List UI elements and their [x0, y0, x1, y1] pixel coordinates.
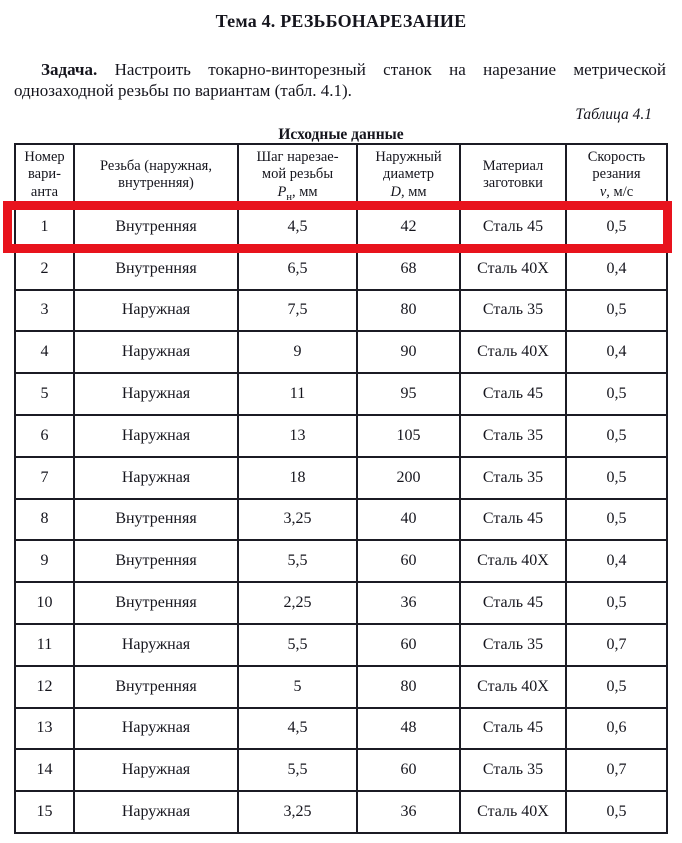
- table-row: [15, 248, 667, 290]
- table-row: [15, 499, 667, 541]
- cell-cutting-speed: 0,5: [566, 582, 667, 624]
- cell-thread-pitch: 3,25: [238, 791, 357, 833]
- cell-variant-number: 12: [15, 666, 74, 708]
- table-row: [15, 331, 667, 373]
- cell-thread-pitch: 9: [238, 331, 357, 373]
- header-row: [15, 144, 667, 206]
- symbol-P: P: [277, 183, 287, 200]
- cell-thread-pitch: 11: [238, 373, 357, 415]
- cell-material: Сталь 45: [460, 499, 566, 541]
- header-line: заготовки: [483, 175, 543, 191]
- header-line: вари-: [28, 166, 61, 183]
- header-formula-pitch: [239, 184, 356, 202]
- cell-outer-diameter: 80: [357, 290, 460, 332]
- cell-variant-number: 2: [15, 248, 74, 290]
- cell-cutting-speed: 0,5: [566, 666, 667, 708]
- cell-thread-type: Наружная: [74, 791, 238, 833]
- cell-variant-number: 9: [15, 540, 74, 582]
- table-row: [15, 791, 667, 833]
- symbol-D: D: [390, 183, 401, 200]
- cell-material: Сталь 35: [460, 290, 566, 332]
- cell-cutting-speed: 0,4: [566, 248, 667, 290]
- cell-thread-type: Внутренняя: [74, 499, 238, 541]
- cell-cutting-speed: 0,4: [566, 540, 667, 582]
- cell-outer-diameter: 60: [357, 749, 460, 791]
- cell-thread-type: Внутренняя: [74, 206, 238, 248]
- cell-outer-diameter: 36: [357, 791, 460, 833]
- cell-cutting-speed: 0,5: [566, 457, 667, 499]
- cell-variant-number: 4: [15, 331, 74, 373]
- cell-thread-pitch: 2,25: [238, 582, 357, 624]
- cell-variant-number: 10: [15, 582, 74, 624]
- header-line: Материал: [482, 157, 544, 174]
- cell-thread-type: Внутренняя: [74, 248, 238, 290]
- cell-material: Сталь 35: [460, 457, 566, 499]
- cell-thread-type: Внутренняя: [74, 582, 238, 624]
- cell-cutting-speed: 0,5: [566, 373, 667, 415]
- cell-material: Сталь 40Х: [460, 791, 566, 833]
- cell-thread-type: Внутренняя: [74, 540, 238, 582]
- header-formula-speed: [567, 184, 666, 202]
- header-line: внутренняя): [118, 175, 194, 191]
- col-header-outer-diameter: [357, 144, 460, 206]
- cell-thread-pitch: 5,5: [238, 749, 357, 791]
- col-header-thread-pitch: [238, 144, 357, 206]
- table-row: [15, 373, 667, 415]
- table-row: [15, 749, 667, 791]
- col-header-cutting-speed: [566, 144, 667, 206]
- cell-thread-pitch: 5,5: [238, 624, 357, 666]
- cell-cutting-speed: 0,5: [566, 499, 667, 541]
- table-row: [15, 708, 667, 750]
- cell-outer-diameter: 40: [357, 499, 460, 541]
- table-row: [15, 666, 667, 708]
- header-formula-diameter: [358, 184, 459, 202]
- page-title: Тема 4. РЕЗЬБОНАРЕЗАНИЕ: [215, 11, 467, 31]
- cell-variant-number: 7: [15, 457, 74, 499]
- cell-cutting-speed: 0,5: [566, 290, 667, 332]
- cell-thread-pitch: 4,5: [238, 708, 357, 750]
- header-line: диаметр: [383, 166, 434, 183]
- cell-material: Сталь 45: [460, 582, 566, 624]
- cell-thread-type: Наружная: [74, 415, 238, 457]
- cell-material: Сталь 40Х: [460, 666, 566, 708]
- cell-thread-type: Наружная: [74, 373, 238, 415]
- header-line: Шаг нарезае-: [256, 148, 339, 165]
- data-table-wrapper: [14, 143, 668, 834]
- cell-cutting-speed: 0,5: [566, 206, 667, 248]
- cell-variant-number: 3: [15, 290, 74, 332]
- table-row: [15, 624, 667, 666]
- cell-thread-pitch: 3,25: [238, 499, 357, 541]
- table-row: [15, 206, 667, 248]
- cell-outer-diameter: 60: [357, 624, 460, 666]
- cell-thread-type: Наружная: [74, 457, 238, 499]
- header-line: Скорость: [587, 148, 646, 165]
- table-row: [15, 457, 667, 499]
- cell-thread-type: Наружная: [74, 624, 238, 666]
- cell-thread-type: Наружная: [74, 708, 238, 750]
- header-line: Резьба (наружная,: [100, 157, 212, 174]
- cell-material: Сталь 35: [460, 415, 566, 457]
- cell-cutting-speed: 0,5: [566, 791, 667, 833]
- col-header-thread-type: [74, 144, 238, 206]
- table-row: [15, 415, 667, 457]
- cell-cutting-speed: 0,4: [566, 331, 667, 373]
- header-line: анта: [30, 183, 59, 200]
- cell-thread-type: Внутренняя: [74, 666, 238, 708]
- data-table: [14, 143, 668, 834]
- cell-cutting-speed: 0,7: [566, 624, 667, 666]
- cell-material: Сталь 40Х: [460, 248, 566, 290]
- header-line: мой резьбы: [261, 166, 334, 183]
- cell-thread-pitch: 5: [238, 666, 357, 708]
- cell-cutting-speed: 0,6: [566, 708, 667, 750]
- cell-thread-pitch: 5,5: [238, 540, 357, 582]
- cell-material: Сталь 45: [460, 708, 566, 750]
- cell-outer-diameter: 80: [357, 666, 460, 708]
- symbol-P-subscript: н: [286, 191, 292, 203]
- cell-outer-diameter: 48: [357, 708, 460, 750]
- cell-cutting-speed: 0,5: [566, 415, 667, 457]
- cell-thread-pitch: 6,5: [238, 248, 357, 290]
- cell-variant-number: 1: [15, 206, 74, 248]
- cell-material: Сталь 35: [460, 749, 566, 791]
- cell-variant-number: 6: [15, 415, 74, 457]
- cell-thread-pitch: 7,5: [238, 290, 357, 332]
- task-paragraph: [14, 59, 666, 101]
- cell-variant-number: 14: [15, 749, 74, 791]
- cell-material: Сталь 45: [460, 206, 566, 248]
- cell-material: Сталь 35: [460, 624, 566, 666]
- cell-outer-diameter: 200: [357, 457, 460, 499]
- unit-mm: , мм: [291, 183, 318, 200]
- cell-variant-number: 5: [15, 373, 74, 415]
- cell-thread-pitch: 18: [238, 457, 357, 499]
- cell-variant-number: 15: [15, 791, 74, 833]
- cell-variant-number: 13: [15, 708, 74, 750]
- task-text: Настроить токарно-винторезный станок на нарезание метрической однозаходной резьбы по вариантам (табл. 4.1).: [14, 60, 666, 100]
- header-line: Наружный: [375, 148, 442, 165]
- cell-material: Сталь 40Х: [460, 331, 566, 373]
- cell-cutting-speed: 0,7: [566, 749, 667, 791]
- cell-variant-number: 11: [15, 624, 74, 666]
- cell-outer-diameter: 90: [357, 331, 460, 373]
- cell-outer-diameter: 105: [357, 415, 460, 457]
- col-header-variant-number: [15, 144, 74, 206]
- cell-variant-number: 8: [15, 499, 74, 541]
- table-row: [15, 582, 667, 624]
- unit-m-s: , м/с: [606, 183, 634, 200]
- cell-outer-diameter: 68: [357, 248, 460, 290]
- cell-outer-diameter: 42: [357, 206, 460, 248]
- cell-outer-diameter: 60: [357, 540, 460, 582]
- cell-outer-diameter: 36: [357, 582, 460, 624]
- cell-material: Сталь 40Х: [460, 540, 566, 582]
- table-title: Исходные данные: [278, 126, 404, 143]
- symbol-v: v: [599, 183, 607, 200]
- cell-thread-type: Наружная: [74, 331, 238, 373]
- cell-material: Сталь 45: [460, 373, 566, 415]
- col-header-material: [460, 144, 566, 206]
- table-row: [15, 540, 667, 582]
- cell-thread-type: Наружная: [74, 290, 238, 332]
- header-line: Номер: [24, 148, 65, 165]
- header-line: резания: [592, 166, 641, 183]
- task-lead: Задача.: [41, 60, 98, 79]
- unit-mm: , мм: [400, 183, 427, 200]
- cell-thread-type: Наружная: [74, 749, 238, 791]
- table-row: [15, 290, 667, 332]
- cell-thread-pitch: 4,5: [238, 206, 357, 248]
- cell-thread-pitch: 13: [238, 415, 357, 457]
- table-caption: Таблица 4.1: [575, 106, 652, 123]
- cell-outer-diameter: 95: [357, 373, 460, 415]
